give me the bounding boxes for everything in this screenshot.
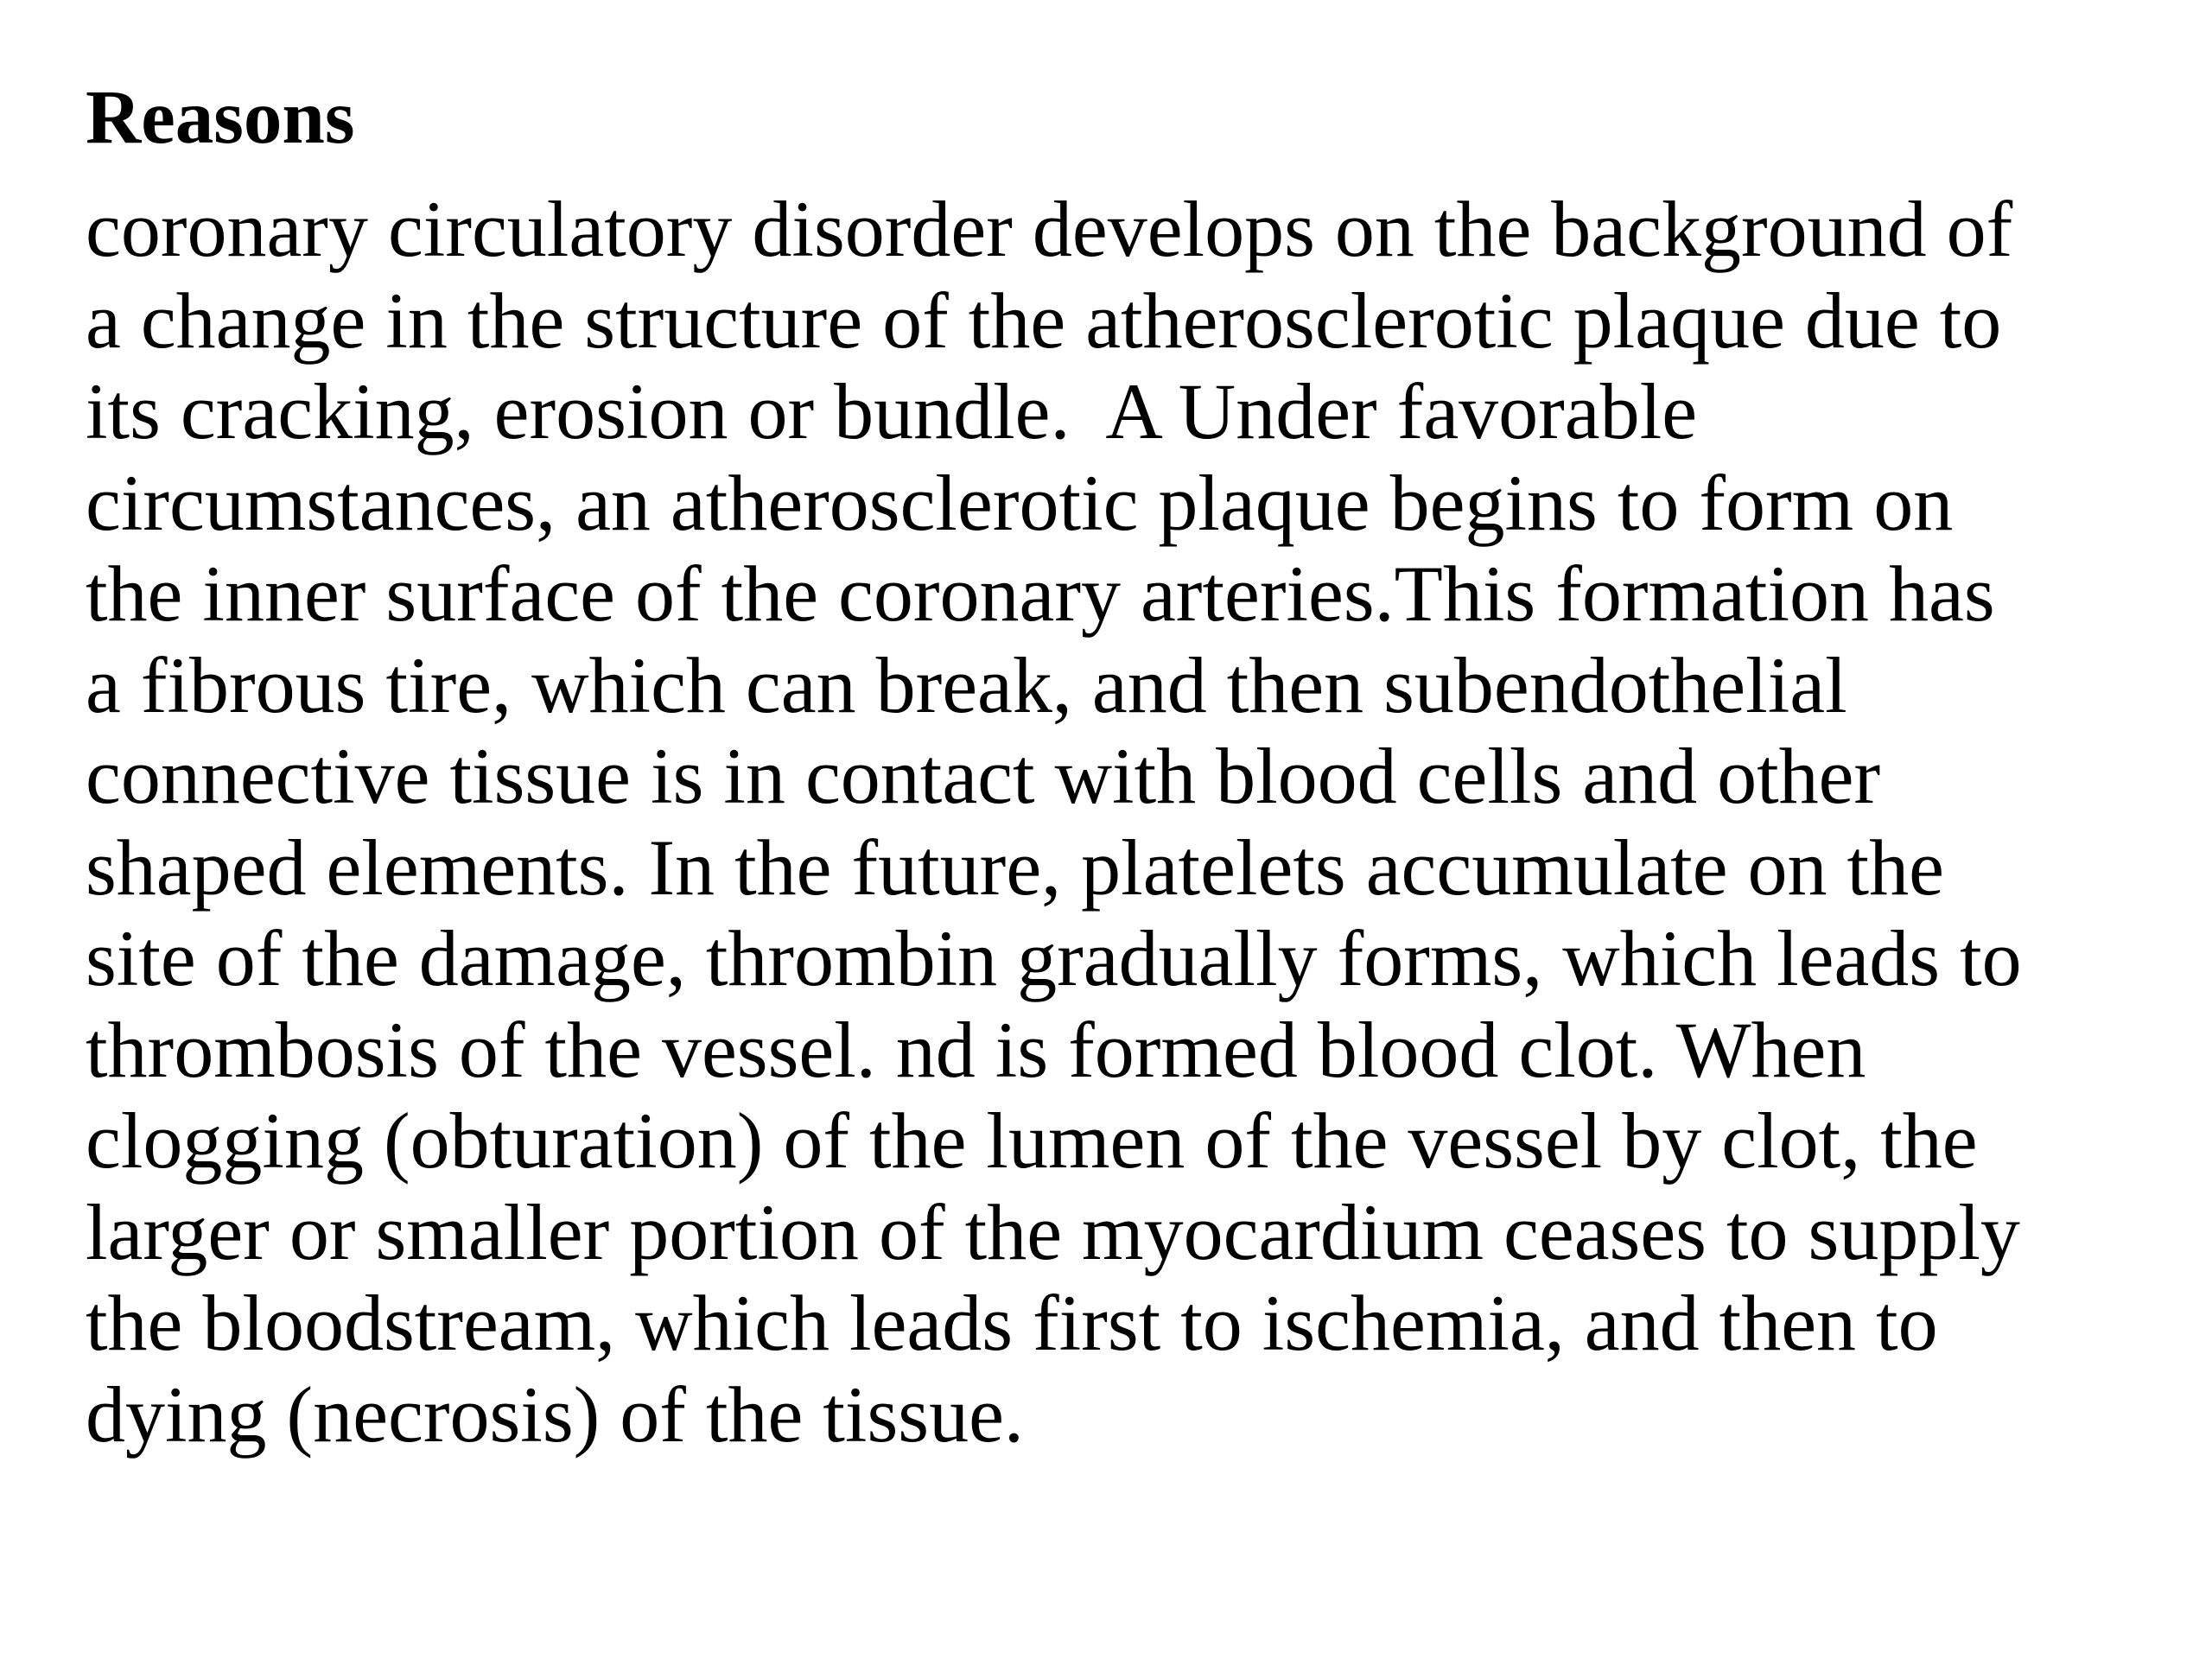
paragraph-line: clogging (obturation) of the lumen of the vessel by clot, the	[86, 1096, 1978, 1185]
body-paragraph	[86, 184, 2194, 1460]
paragraph-line: a change in the structure of the atherosclerotic plaque due to	[86, 276, 2002, 365]
paragraph-line: the inner surface of the coronary arteries.This formation has	[86, 550, 1995, 638]
paragraph-line: circumstances, an atherosclerotic plaque begins to form on	[86, 458, 1954, 547]
paragraph-line: site of the damage, thrombin gradually forms, which leads to	[86, 914, 2022, 1002]
paragraph-line: a fibrous tire, which can break, and then subendothelial	[86, 640, 1847, 729]
paragraph-line: its cracking, erosion or bundle. A Under favorable	[86, 367, 1698, 455]
paragraph-line: thrombosis of the vessel. nd is formed blood clot. When	[86, 1005, 1866, 1094]
paragraph-line: connective tissue is in contact with blood cells and other	[86, 732, 1881, 820]
paragraph-line: larger or smaller portion of the myocardium ceases to supply	[86, 1187, 2020, 1276]
paragraph-line: dying (necrosis) of the tissue.	[86, 1370, 1024, 1459]
paragraph-line: coronary circulatory disorder develops on the background of	[86, 185, 2013, 273]
section-heading: Reasons	[86, 75, 355, 160]
paragraph-line: the bloodstream, which leads first to ischemia, and then to	[86, 1279, 1938, 1367]
paragraph-line: shaped elements. In the future, platelets accumulate on the	[86, 823, 1944, 912]
